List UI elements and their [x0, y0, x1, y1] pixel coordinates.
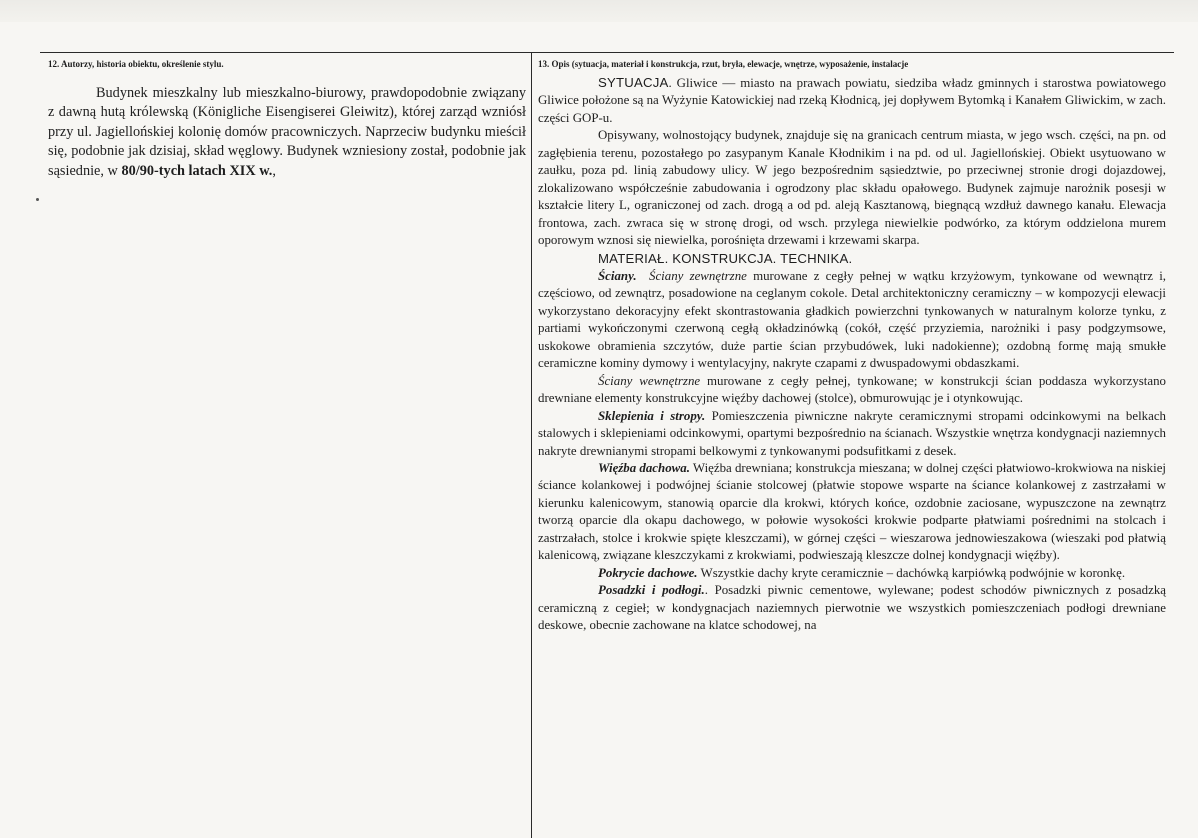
section-13-heading: 13. Opis (sytuacja, materiał i konstrukcja, rzut, bryła, elewacje, wnętrze, wyposażenie, instalacje [538, 59, 909, 69]
sciany-wew-label: Ściany wewnętrzne [598, 373, 701, 388]
posadzki-text: . Posadzki piwnic cementowe, wylewane; podest schodów piwnicznych z posadzką ceramiczną z cegieł; w kondygnacjach naziemnych pierwotnie we wszystkich pomieszczeniach podłogi drewniane deskowe, obecnie zachowane na klatce schodowej, na [538, 583, 1166, 633]
history-text-end: , [272, 162, 276, 179]
opis-paragraph: Opisywany, wolnostojący budynek, znajduje się na granicach centrum miasta, w jego wsch. części, na pn. od zagłębienia terenu, pozostałego po zasypanym Kanale Kłodnikim i na pd. od ul. Jagiellońskiej. Obiekt usytuowano w zaułku, poza pd. linią zabudowy ulicy. W jego bezpośrednim sąsiedztwie, po przeciwnej stronie drogi dojazdowej, zlokalizowano współcześnie zabudowania i ogrodzony plac składu opałowego. Budynek zajmuje narożnik posesji w kształcie litery L, ograniczonej od zach. drogą a od pd. aleją Kasztanową, biegnącą wzdłuż dawnego kanału. Elewacja frontowa, zach. zwraca się w stronę drogi, od wsch. przylega niewielkie podwórko, za którym oddzielona murem oporowym wznosi się niewielka, porośnięta drzewami i krzewami skarpa. [538, 128, 1166, 248]
pokrycie-label: Pokrycie dachowe. [598, 565, 698, 580]
sciany-wew-text: murowane z cegły pełnej, tynkowane; w konstrukcji ścian poddasza wykorzystano drewniane elementy konstrukcyjne więźby dachowej (stolce), obmurowując je i otynkowując. [538, 373, 1166, 406]
pokrycie-paragraph [538, 565, 1166, 582]
table-top-rule [40, 52, 1174, 53]
posadzki-paragraph [538, 582, 1166, 634]
material-heading-paragraph [538, 250, 1166, 268]
pokrycie-text: Wszystkie dachy kryte ceramicznie – dachówką karpiówką podwójnie w koronkę. [697, 565, 1126, 580]
sytuacja-paragraph [538, 74, 1166, 127]
construction-date: 80/90-tych latach XIX w. [121, 162, 273, 179]
sytuacja-label: SYTUACJA [598, 75, 669, 90]
scan-top-edge [0, 0, 1198, 22]
sciany-text: murowane z cegły pełnej w wątku krzyżowym, tynkowane od wewnątrz i, częściowo, od zewnątrz, posadowione na ceglanym cokole. Detal architektoniczny ceramiczny – w kompozycji elewacji wykorzystano dekoracyjny efekt skontrastowania gładkich powierzchni tynkowanych w naturalnym kolorze tynku, z partiami wykończonymi czerwoną cegłą okładzinówką (cokół, część przyziemia, narożniki i pasy podgzymsowe, uskokowe obramienia szczytów, duże partie ścian przybudówek, luki nadokienne); ozdobną formę mają smukłe ceramiczne kominy dymowy i wentylacyjny, nakryte czapami z dwuspadowymi obdaszkami. [538, 268, 1166, 371]
wiezba-text: Więźba drewniana; konstrukcja mieszana; w dolnej części płatwiowo-krokwiowa na niskiej ściance kolankowej i podwójnej ścianie stolcowej (płatwie stopowe wsparte na ściance kolankowej z zastrzałami w kierunku kalenicowym, stanowią oparcie dla krokwi, których końce, ozdobnie zaciosane, wypuszczone na zewnątrz tworzą oparcie dla okapu dachowego, w połowie wysokości krokwie podparte płatwiami pośrednimi na stolcach i zastrzałach, stolce i krokwie spięte kleszczami), w górnej części – wieszarowa jednowieszakowa (wieszaki pod płatwią kalenicową, związane kleszczykami z krokwiami, podwieszają kleszcze dolnej kondygnacji więźby). [538, 460, 1166, 563]
wiezba-paragraph [538, 460, 1166, 565]
sklepienia-text: Pomieszczenia piwniczne nakryte ceramicznymi stropami odcinkowymi na belkach stalowych i sklepieniami odcinkowymi, opartymi bezpośrednio na ścianach. Wszystkie wnętrza kondygnacji naziemnych nakryte drewnianymi stropami belkowymi z tynkowanymi podsufitkami z desek. [538, 408, 1166, 458]
sklepienia-label: Sklepienia i stropy. [598, 408, 706, 423]
description-text [538, 74, 1166, 635]
sciany-zew-label: Ściany zewnętrzne [649, 268, 747, 283]
sciany-wew-paragraph [538, 373, 1166, 408]
left-column-history [48, 58, 526, 181]
wiezba-label: Więźba dachowa. [598, 460, 690, 475]
section-12-heading: 12. Autorzy, historia obiektu, określenie stylu. [48, 59, 224, 69]
sklepienia-paragraph [538, 408, 1166, 460]
column-divider [531, 52, 532, 838]
history-text [48, 84, 526, 181]
right-column-description [538, 58, 1166, 635]
sciany-label: Ściany. [598, 268, 637, 283]
material-heading: MATERIAŁ. KONSTRUKCJA. TECHNIKA. [598, 250, 853, 266]
history-text-part: Budynek mieszkalny lub mieszkalno-biurowy, prawdopodobnie związany z dawną hutą królewską (Königliche Eisengiserei Gleiwitz), której zarząd wzniósł przy ul. Jagiellońskiej kolonię domów pracowniczych. Naprzeciw budynku mieścił się, podobnie jak dzisiaj, skład węglowy. Budynek wzniesiony został, podobnie jak sąsiednie, w [48, 85, 526, 179]
scan-speck [36, 198, 39, 201]
posadzki-label: Posadzki i podłogi. [598, 583, 705, 598]
sytuacja-text: . Gliwice — miasto na prawach powiatu, siedziba władz gminnych i starostwa powiatowego Gliwice położone są na Wyżynie Katowickiej nad rzeką Kłodnicą, jej dopływem Bytomką i Kanałem Gliwickim, w zach. części GOP-u. [538, 76, 1166, 125]
sciany-paragraph [538, 268, 1166, 373]
history-paragraph [48, 84, 526, 181]
